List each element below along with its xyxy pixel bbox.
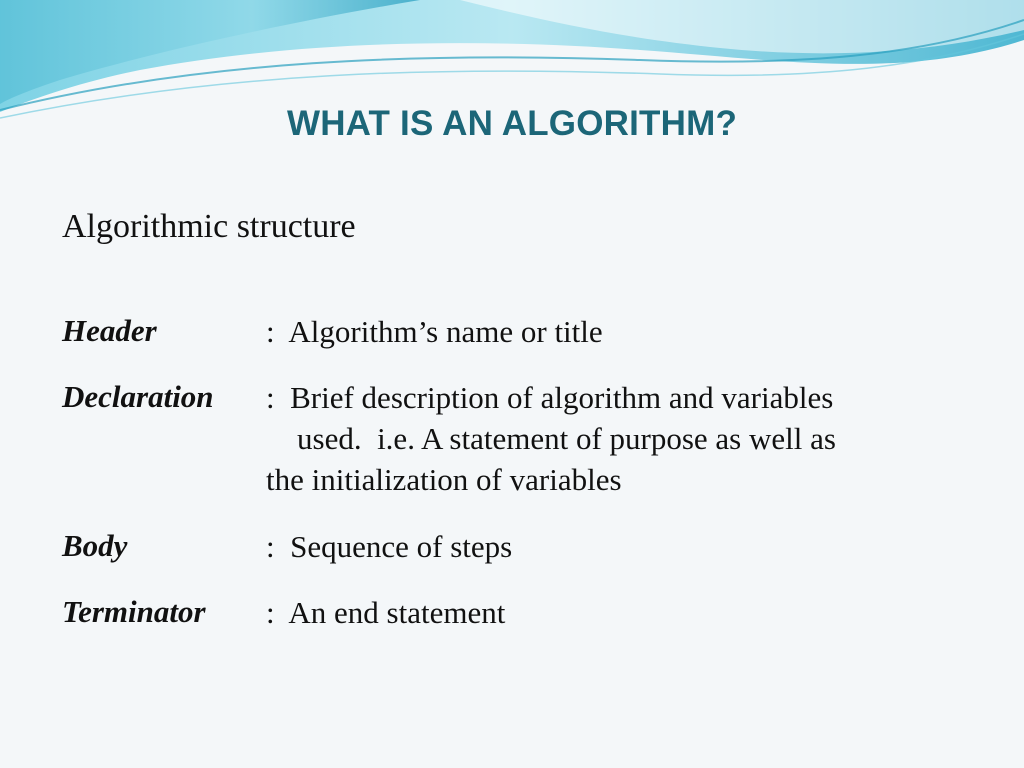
section-subtitle: Algorithmic structure bbox=[62, 208, 356, 245]
definition-header bbox=[266, 311, 966, 352]
definition-body bbox=[266, 526, 966, 567]
definition-line: the initialization of variables bbox=[266, 462, 622, 497]
term-terminator: Terminator bbox=[62, 594, 206, 629]
definition-declaration bbox=[266, 377, 966, 500]
definition-line: : An end statement bbox=[266, 595, 506, 630]
term-declaration: Declaration bbox=[62, 379, 214, 414]
definition-line: : Brief description of algorithm and variables bbox=[266, 380, 834, 415]
slide-title: WHAT IS AN ALGORITHM? bbox=[286, 104, 738, 143]
definition-line: used. i.e. A statement of purpose as well as bbox=[266, 421, 836, 456]
definition-line: : Algorithm’s name or title bbox=[266, 314, 603, 349]
term-header: Header bbox=[62, 313, 157, 348]
definition-line: : Sequence of steps bbox=[266, 529, 513, 564]
definition-terminator bbox=[266, 592, 966, 633]
term-body: Body bbox=[62, 528, 128, 563]
